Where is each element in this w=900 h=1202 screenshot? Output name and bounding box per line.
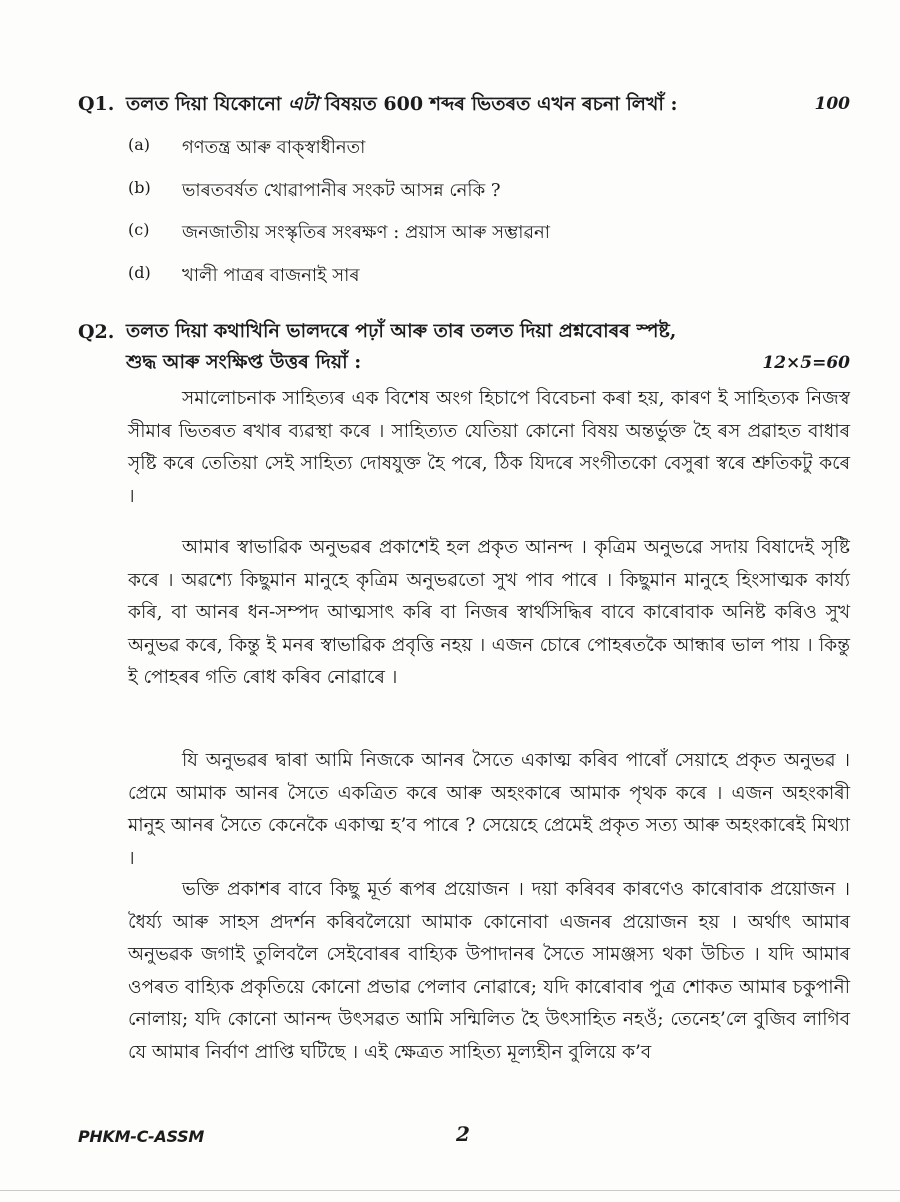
option-label: (a): [128, 135, 151, 154]
option-text: ভাৰতবৰ্ষত খোৱাপানীৰ সংকট আসন্ন নেকি ?: [182, 180, 501, 201]
q2-marks: 12×5=60: [762, 353, 850, 373]
option-text: জনজাতীয় সংস্কৃতিৰ সংৰক্ষণ : প্ৰয়াস আৰু সম্ভাৱনা: [182, 222, 550, 243]
option-label: (c): [128, 220, 150, 239]
passage-paragraph-3: যি অনুভৱৰ দ্বাৰা আমি নিজকে আনৰ সৈতে একাত্ম কৰিব পাৰোঁ সেয়াহে প্ৰকৃত অনুভৱ । প্ৰেমে আমাক আনৰ সৈতে একত্ৰিত কৰে আৰু অহংকাৰে আমাক পৃথক কৰে । এজন অহংকাৰী মানুহ আনৰ সৈতে কেনেকৈ একাত্ম হ’ব পাৰে ? সেয়েহে প্ৰেমেই প্ৰকৃত সত্য আৰু অহংকাৰেই মিথ্যা ।: [128, 750, 850, 869]
passage-paragraph-4: ভক্তি প্ৰকাশৰ বাবে কিছু মূৰ্ত ৰূপৰ প্ৰয়োজন । দয়া কৰিবৰ কাৰণেও কাৰোবাক প্ৰয়োজন । ধৈৰ্য্য আৰু সাহস প্ৰদৰ্শন কৰিবলৈয়ো আমাক কোনোবা এজনৰ প্ৰয়োজন হয় । অৰ্থাৎ আমাৰ অনুভৱক জগাই তুলিবলৈ সেইবোৰৰ বাহ্যিক উপাদানৰ সৈতে সামঞ্জস্য থকা উচিত । যদি আমাৰ ওপৰত বাহ্যিক প্ৰকৃতিয়ে কোনো প্ৰভাৱ পেলাব নোৱাৰে; যদি কাৰোবাৰ পুত্ৰ শোকত আমাৰ চকুপানী নোলায়; যদি কোনো আনন্দ উৎসৱত আমি সন্মিলিত হৈ উৎসাহিত নহওঁ; তেনেহ’লে বুজিব লাগিব যে আমাৰ নিৰ্বাণ প্ৰাপ্তি ঘটিছে । এই ক্ষেত্ৰত সাহিত্য মূল্যহীন বুলিয়ে ক’ব: [128, 879, 850, 1063]
q1-instruction: [126, 88, 678, 121]
q1-marks: 100: [814, 94, 850, 114]
page-number: 2: [456, 1122, 470, 1146]
q1-heading: [78, 88, 850, 121]
option-label: (d): [128, 263, 151, 282]
option-text: খালী পাত্ৰৰ বাজনাই সাৰ: [182, 265, 360, 286]
q2-instruction-line1: তলত দিয়া কথাখিনি ভালদৰে পঢ়াঁ আৰু তাৰ তলত দিয়া প্ৰশ্নবোৰৰ স্পষ্ট,: [126, 320, 677, 342]
option-label: (b): [128, 178, 151, 197]
q1-number: Q1.: [78, 93, 115, 115]
paper-code: PHKM-C-ASSM: [78, 1127, 204, 1146]
q1-instruction-post: বিষয়ত 600 শব্দৰ ভিতৰত এখন ৰচনা লিখাঁ :: [318, 93, 678, 115]
q1-instruction-pre: তলত দিয়া যিকোনো: [126, 93, 288, 115]
q2-number: Q2.: [78, 321, 115, 343]
passage-paragraph-2: আমাৰ স্বাভাৱিক অনুভৱৰ প্ৰকাশেই হল প্ৰকৃত আনন্দ । কৃত্ৰিম অনুভৱে সদায় বিষাদেই সৃষ্টি কৰে । অৱশ্যে কিছুমান মানুহে কৃত্ৰিম অনুভৱতো সুখ পাব পাৰে । কিছুমান মানুহে হিংসাত্মক কাৰ্য্য কৰি, বা আনৰ ধন-সম্পদ আত্মসাৎ কৰি বা নিজৰ স্বাৰ্থসিদ্ধিৰ বাবে কাৰোবাক অনিষ্ট কৰিও সুখ অনুভৱ কৰে, কিন্তু ই মনৰ স্বাভাৱিক প্ৰবৃত্তি নহয় । এজন চোৰে পোহৰতকৈ আন্ধাৰ ভাল পায় । কিন্তু ই পোহৰৰ গতি ৰোধ কৰিব নোৱাৰে ।: [128, 537, 850, 688]
option-text: গণতন্ত্ৰ আৰু বাক্‌স্বাধীনতা: [182, 137, 366, 158]
q2-heading: [78, 315, 850, 385]
q1-instruction-emphasis: এটা: [287, 93, 319, 115]
bottom-divider: [0, 1190, 900, 1191]
passage-paragraph-1: সমালোচনাক সাহিত্যৰ এক বিশেষ অংগ হিচাপে বিবেচনা কৰা হয়, কাৰণ ই সাহিত্যক নিজস্ব সীমাৰ ভিতৰত ৰখাৰ ব্যৱস্থা কৰে । সাহিত্যত যেতিয়া কোনো বিষয় অন্তৰ্ভুক্ত হৈ ৰস প্ৰৱাহত বাধাৰ সৃষ্টি কৰে তেতিয়া সেই সাহিত্য দোষযুক্ত হৈ পৰে, ঠিক যিদৰে সংগীতকো বেসুৰা স্বৰে শ্ৰুতিকটু কৰে ।: [128, 388, 850, 507]
q2-instruction-line2: শুদ্ধ আৰু সংক্ষিপ্ত উত্তৰ দিয়াঁ :: [126, 351, 362, 373]
